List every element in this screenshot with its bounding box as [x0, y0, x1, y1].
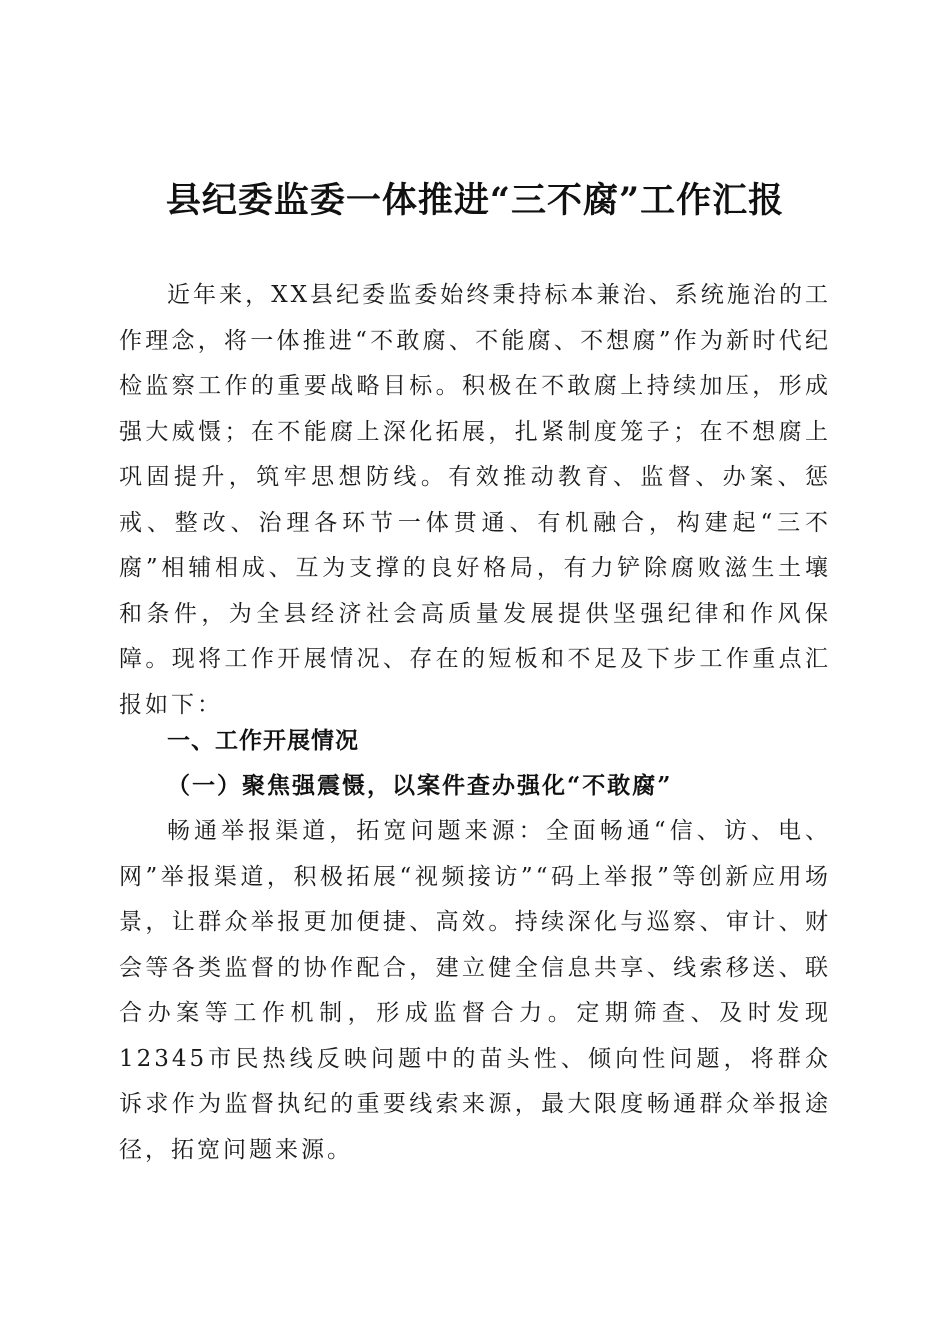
subsection-heading-deterrence: （一）聚焦强震慑，以案件查办强化“不敢腐”	[167, 772, 673, 799]
document-title: 县纪委监委一体推进“三不腐”工作汇报	[165, 180, 785, 221]
section-heading-work-progress: 一、工作开展情况	[167, 728, 359, 754]
intro-paragraph: 近年来，XX县纪委监委始终秉持标本兼治、系统施治的工作理念，将一体推进“不敢腐、不能腐、不想腐”作为新时代纪检监察工作的重要战略目标。积极在不敢腐上持续加压，形成强大威慑；在不能腐上深化拓展，扎紧制度笼子；在不想腐上巩固提升，筑牢思想防线。有效推动教育、监督、办案、惩戒、整改、治理各环节一体贯通、有机融合，构建起“三不腐”相辅相成、互为支撑的良好格局，有力铲除腐败滋生土壤和条件，为全县经济社会高质量发展提供坚强纪律和作风保障。现将工作开展情况、存在的短板和不足及下步工作重点汇报如下：	[119, 282, 831, 718]
subsection-paragraph-reporting-channels: 畅通举报渠道，拓宽问题来源：全面畅通“信、访、电、网”举报渠道，积极拓展“视频接访”“码上举报”等创新应用场景，让群众举报更加便捷、高效。持续深化与巡察、审计、财会等各类监督的协作配合，建立健全信息共享、线索移送、联合办案等工作机制，形成监督合力。定期筛查、及时发现12345市民热线反映问题中的苗头性、倾向性问题，将群众诉求作为监督执纪的重要线索来源，最大限度畅通群众举报途径，拓宽问题来源。	[119, 818, 831, 1163]
